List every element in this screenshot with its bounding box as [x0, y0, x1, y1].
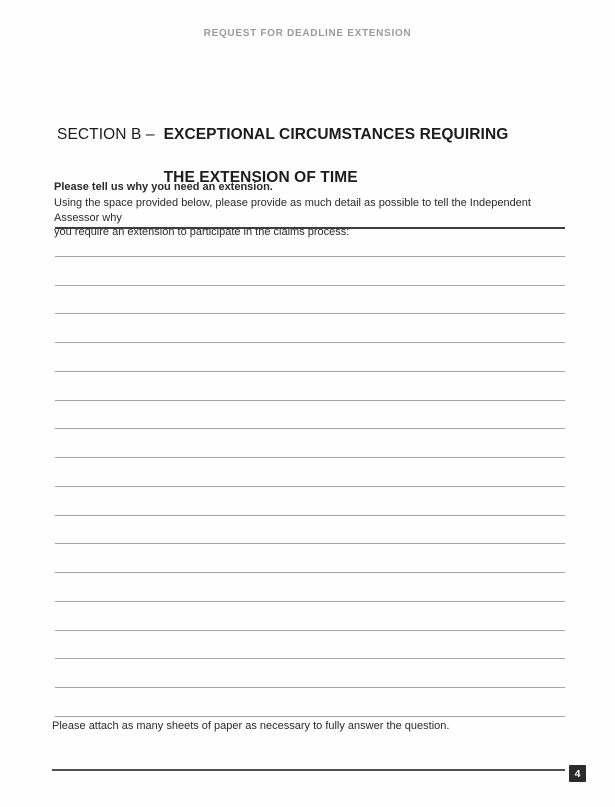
answer-lines — [55, 227, 565, 745]
answer-line — [55, 256, 565, 285]
attach-note: Please attach as many sheets of paper as necessary to fully answer the question. — [52, 720, 450, 732]
answer-line — [55, 601, 565, 630]
answer-line — [55, 687, 565, 716]
answer-line — [55, 630, 565, 659]
instructions-prompt: Please tell us why you need an extension. — [54, 181, 273, 193]
answer-line — [55, 227, 565, 256]
answer-line — [55, 428, 565, 457]
answer-line — [55, 285, 565, 314]
footer-rule — [52, 769, 565, 771]
answer-line — [55, 313, 565, 342]
answer-line — [55, 486, 565, 515]
section-title-line2: THE EXTENSION OF TIME — [163, 169, 358, 186]
page-number-badge: 4 — [569, 765, 586, 782]
section-title-line1: EXCEPTIONAL CIRCUMSTANCES REQUIRING — [163, 126, 509, 143]
answer-line — [55, 457, 565, 486]
answer-line — [55, 658, 565, 687]
answer-line — [55, 371, 565, 400]
answer-line — [55, 515, 565, 544]
answer-line — [55, 572, 565, 601]
section-label: SECTION B – — [57, 126, 155, 143]
instructions-body-line2: you require an extension to participate in the claims process: — [54, 226, 350, 238]
answer-line — [55, 342, 565, 371]
instructions-body-line1: Using the space provided below, please provide as much detail as possible to tell the Independent Assessor why — [54, 197, 531, 224]
answer-line — [55, 543, 565, 572]
document-running-header: REQUEST FOR DEADLINE EXTENSION — [203, 28, 412, 39]
answer-line — [55, 400, 565, 429]
